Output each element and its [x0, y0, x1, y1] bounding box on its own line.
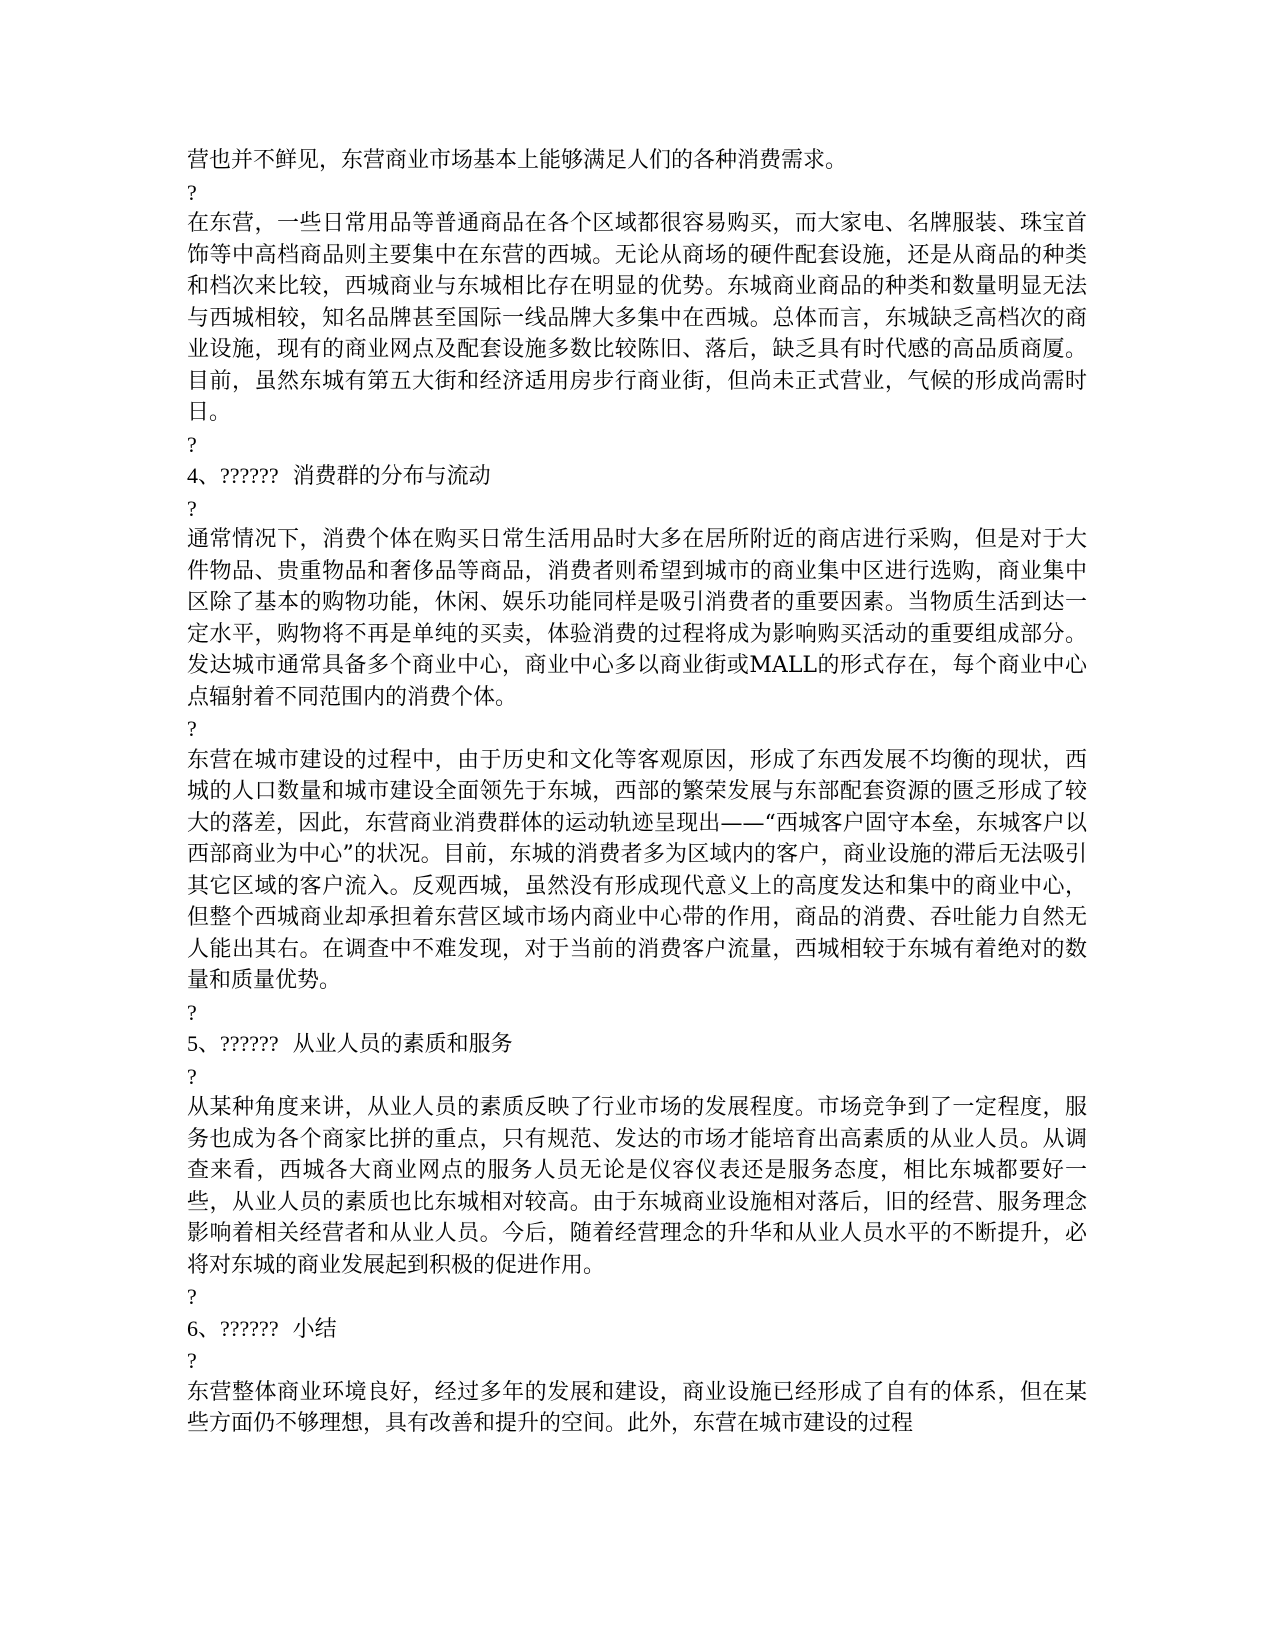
section-title: 消费群的分布与流动 [292, 464, 491, 489]
section-heading-3 [187, 1313, 1087, 1346]
section-number: 4、?????? [187, 463, 279, 488]
placeholder-mark-3: ? [187, 495, 197, 521]
paragraph-2: 在东营，一些日常用品等普通商品在各个区域都很容易购买，而大家电、名牌服装、珠宝首饰等中高档商品则主要集中在东营的西城。无论从商场的硬件配套设施，还是从商品的种类和档次来比较，西城商业与东城相比存在明显的优势。东城商业商品的种类和数量明显无法与西城相较，知名品牌甚至国际一线品牌大多集中在西城。总体而言，东城缺乏高档次的商业设施，现有的商业网点及配套设施多数比较陈旧、落后，缺乏具有时代感的高品质商厦。目前，虽然东城有第五大街和经济适用房步行商业街，但尚未正式营业，气候的形成尚需时日。 [187, 211, 1087, 425]
document-body [187, 145, 1087, 1440]
paragraph-5: 从某种角度来讲，从业人员的素质反映了行业市场的发展程度。市场竞争到了一定程度，服务也成为各个商家比拼的重点，只有规范、发达的市场才能培育出高素质的从业人员。从调查来看，西城各大商业网点的服务人员无论是仪容仪表还是服务态度，相比东城都要好一些，从业人员的素质也比东城相对较高。由于东城商业设施相对落后，旧的经营、服务理念影响着相关经营者和从业人员。今后，随着经营理念的升华和从业人员水平的不断提升，必将对东城的商业发展起到积极的促进作用。 [187, 1095, 1087, 1278]
paragraph-4: 东营在城市建设的过程中，由于历史和文化等客观原因，形成了东西发展不均衡的现状，西城的人口数量和城市建设全面领先于东城，西部的繁荣发展与东部配套资源的匮乏形成了较大的落差，因此，东营商业消费群体的运动轨迹呈现出——“西城客户固守本垒，东城客户以西部商业为中心”的状况。目前，东城的消费者多为区域内的客户，商业设施的滞后无法吸引其它区域的客户流入。反观西城，虽然没有形成现代意义上的高度发达和集中的商业中心，但整个西城商业却承担着东营区域市场内商业中心带的作用，商品的消费、吞吐能力自然无人能出其右。在调查中不难发现，对于当前的消费客户流量，西城相较于东城有着绝对的数量和质量优势。 [187, 747, 1087, 993]
paragraph-1: 营也并不鲜见，东营商业市场基本上能够满足人们的各种消费需求。 [187, 148, 848, 173]
section-title: 小结 [292, 1316, 337, 1342]
paragraph-3: 通常情况下，消费个体在购买日常生活用品时大多在居所附近的商店进行采购，但是对于大件物品、贵重物品和奢侈品等商品，消费者则希望到城市的商业集中区进行选购，商业集中区除了基本的购物功能，休闲、娱乐功能同样是吸引消费者的重要因素。当物质生活到达一定水平，购物将不再是单纯的买卖，体验消费的过程将成为影响购买活动的重要组成部分。发达城市通常具备多个商业中心，商业中心多以商业街或MALL的形式存在，每个商业中心点辐射着不同范围内的消费个体。 [187, 527, 1087, 710]
paragraph-6: 东营整体商业环境良好，经过多年的发展和建设，商业设施已经形成了自有的体系，但在某些方面仍不够理想，具有改善和提升的空间。此外，东营在城市建设的过程 [187, 1379, 1087, 1436]
placeholder-mark-6: ? [187, 1063, 197, 1089]
placeholder-mark-7: ? [187, 1284, 197, 1309]
placeholder-mark-4: ? [187, 716, 197, 741]
section-title: 从业人员的素质和服务 [292, 1032, 513, 1057]
section-heading-1 [187, 460, 1087, 493]
placeholder-mark-1: ? [187, 179, 197, 205]
section-number: 6、?????? [187, 1315, 279, 1341]
placeholder-mark-8: ? [187, 1348, 197, 1373]
section-heading-2 [187, 1028, 1087, 1061]
placeholder-mark-5: ? [187, 999, 197, 1025]
section-number: 5、?????? [187, 1031, 279, 1056]
placeholder-mark-2: ? [187, 431, 197, 457]
